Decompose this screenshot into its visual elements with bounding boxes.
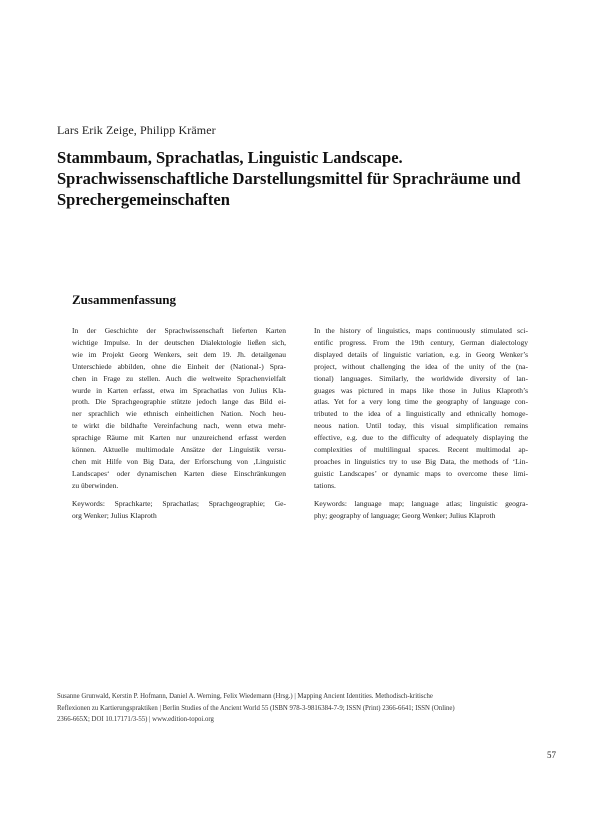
citation-footer bbox=[57, 691, 527, 726]
section-heading: Zusammenfassung bbox=[72, 292, 177, 307]
text-line: org Wenker; Julius Klaproth bbox=[72, 510, 157, 520]
text-line: ner sprachlich wie ethnisch einheitlichen Nation. Noch heu- bbox=[72, 409, 286, 419]
text-line: displayed details of linguistic variation, e.g. in Georg Wenker’s bbox=[314, 349, 528, 359]
footer-line: 2366-665X; DOI 10.17171/3-55) | www.edition-topoi.org bbox=[57, 716, 214, 723]
text-line: Unterschiede abbilden, ohne die Einheit der (National-) Spra- bbox=[72, 361, 286, 371]
text-line: tional) languages. Similarly, the worldwide diversity of lan- bbox=[314, 373, 528, 383]
text-line: wie im Projekt Georg Wenkers, seit dem 19. Jh. detailgenau bbox=[72, 349, 286, 359]
text-line: können. Aktuelle multimodale Ansätze der Linguistik versu- bbox=[72, 445, 286, 455]
text-line: guages was pictured in maps like those in Julius Klaproth’s bbox=[314, 385, 528, 395]
text-line: In the history of linguistics, maps continuously stimulated sci- bbox=[314, 326, 528, 335]
title-line: Sprechergemeinschaften bbox=[57, 190, 230, 209]
keywords-german bbox=[72, 498, 286, 522]
text-line: effective, e.g. due to the difficulty of adequately displaying the bbox=[314, 433, 528, 443]
text-line: entific progress. From the 19th century, German dialectology bbox=[314, 337, 528, 347]
abstract-german bbox=[72, 325, 286, 522]
text-line: Keywords: language map; language atlas; linguistic geogra- bbox=[314, 498, 528, 508]
abstract-english-text bbox=[314, 325, 528, 492]
text-line: sprachige Räume mit Karten nur unzureichend erfasst werden bbox=[72, 433, 286, 443]
footer-line: Reflexionen zu Kartierungspraktiken | Berlin Studies of the Ancient World 55 (ISBN 978-3-9816384-7-9; ISSN (Print) 2366-6641; ISSN (Online) bbox=[57, 704, 455, 712]
text-line: te wirkt die bildhafte Vereinfachung nach, wenn etwa mehr- bbox=[72, 421, 286, 431]
text-line: tributed to the idea of a linguistically and ethnically homoge- bbox=[314, 409, 528, 419]
text-line: Landscapes‘ oder dynamischen Karten diese Einschränkungen bbox=[72, 468, 286, 478]
abstract-english bbox=[314, 325, 528, 522]
text-line: In der Geschichte der Sprachwissenschaft lieferten Karten bbox=[72, 326, 286, 335]
text-line: proaches in linguistics try to use Big Data, the methods of ‘Lin- bbox=[314, 456, 528, 466]
page-number: 57 bbox=[547, 750, 556, 760]
text-line: wurde in Karten erfasst, etwa im Sprachatlas von Julius Kla- bbox=[72, 385, 286, 395]
keywords-english bbox=[314, 498, 528, 522]
text-line: complexities of multilingual spaces. Recent multimodal ap- bbox=[314, 445, 528, 455]
article-title bbox=[57, 147, 537, 210]
text-line: Keywords: Sprachkarte; Sprachatlas; Sprachgeographie; Ge- bbox=[72, 498, 286, 508]
footer-line: Susanne Grunwald, Kerstin P. Hofmann, Daniel A. Werning, Felix Wiedemann (Hrsg.) | Mapping Ancient Identities. Methodisch-kritische bbox=[57, 693, 433, 700]
authors: Lars Erik Zeige, Philipp Krämer bbox=[57, 123, 216, 137]
text-line: chen in Frage zu stellen. Auch die weltweite Sprachenvielfalt bbox=[72, 373, 286, 383]
title-line: Stammbaum, Sprachatlas, Linguistic Landscape. bbox=[57, 148, 403, 167]
text-line: atlas. Yet for a very long time the geography of language con- bbox=[314, 397, 528, 407]
text-line: guistic Landscapes’ or dynamic maps to overcome these limi- bbox=[314, 468, 528, 478]
text-line: wichtige Impulse. In der deutschen Dialektologie ließen sich, bbox=[72, 337, 286, 347]
text-line: phy; geography of language; Georg Wenker; Julius Klaproth bbox=[314, 510, 496, 520]
text-line: project, without challenging the idea of the unity of the (na- bbox=[314, 361, 528, 371]
text-line: chen mit Hilfe von Big Data, der Erforschung von ‚Linguistic bbox=[72, 456, 286, 466]
text-line: zu überwinden. bbox=[72, 480, 119, 490]
text-line: proth. Die Sprachgeographie stützte jedoch lange das Bild ei- bbox=[72, 397, 286, 407]
abstract-german-text bbox=[72, 325, 286, 492]
text-line: neous nation. Until today, this visual simplification remains bbox=[314, 421, 528, 431]
text-line: tations. bbox=[314, 480, 336, 490]
title-line: Sprachwissenschaftliche Darstellungsmittel für Sprachräume und bbox=[57, 169, 521, 188]
